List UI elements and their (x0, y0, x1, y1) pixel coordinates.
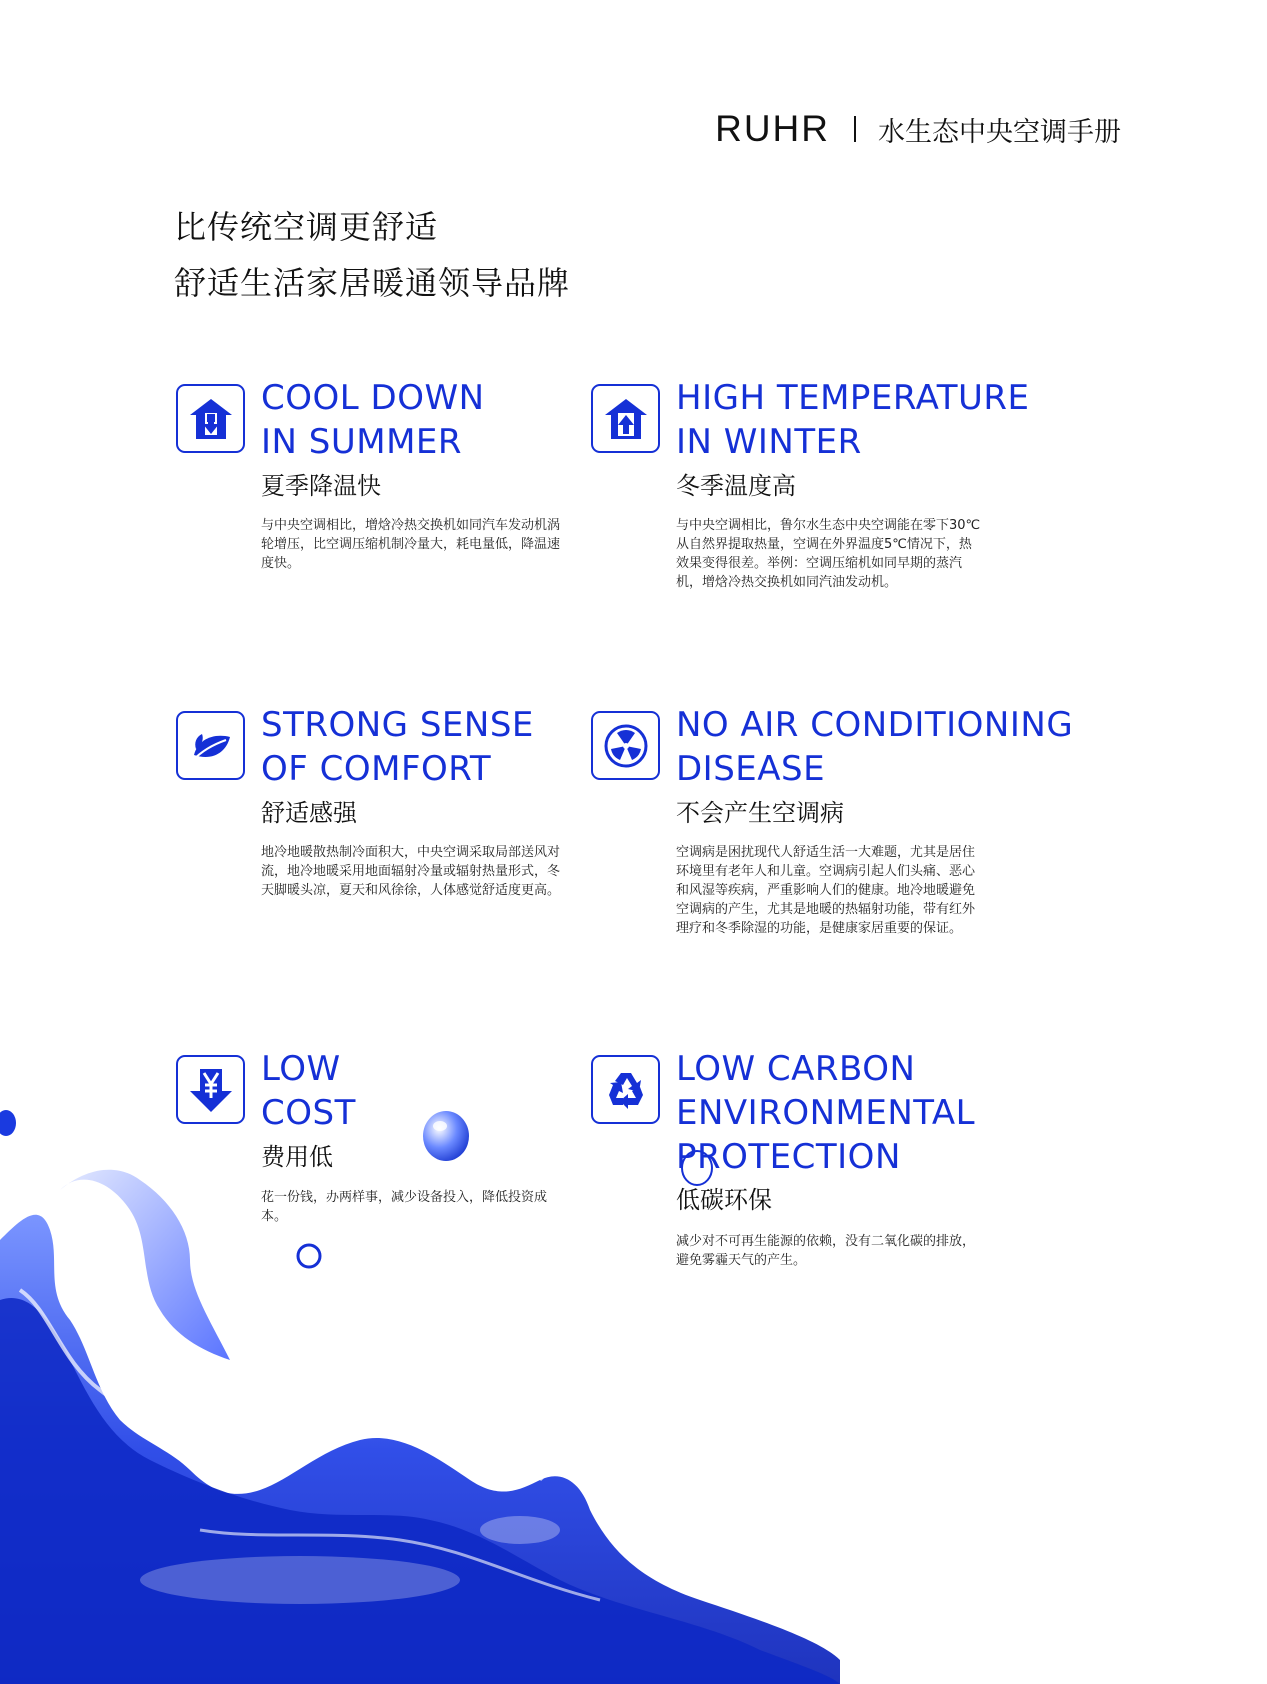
feature-title (676, 703, 1073, 791)
feature-subtitle: 费用低 (261, 1143, 333, 1171)
feature-title-line: LOW CARBON (676, 1049, 916, 1089)
headline-line-1: 比传统空调更舒适 (174, 208, 439, 246)
leaf-icon (176, 711, 245, 780)
house-up-arrow-icon (591, 384, 660, 453)
feature-title-line: OF COMFORT (261, 749, 492, 789)
headline-line-2: 舒适生活家居暖通领导品牌 (174, 264, 571, 302)
feature-title-line: PROTECTION (676, 1137, 901, 1177)
brand-name: RUHR (715, 108, 830, 149)
feature-subtitle: 舒适感强 (261, 799, 357, 827)
feature-subtitle: 夏季降温快 (261, 472, 381, 500)
page-header (715, 108, 1121, 150)
feature-description: 地冷地暖散热制冷面积大，中央空调采取局部送风对流，地冷地暖采用地面辐射冷量或辐射热量形式，冬天脚暖头凉，夏天和风徐徐，人体感觉舒适度更高。 (261, 845, 561, 898)
feature-title-line: DISEASE (676, 749, 826, 789)
feature-title-line: STRONG SENSE (261, 705, 534, 745)
feature-description: 空调病是困扰现代人舒适生活一大难题，尤其是居住环境里有老年人和儿童。空调病引起人们头痛、恶心和风湿等疾病，严重影响人们的健康。地冷地暖避免空调病的产生，尤其是地暖的热辐射功能，带有红外理疗和冬季除湿的功能，是健康家居重要的保证。 (676, 845, 976, 936)
feature-title-line: ENVIRONMENTAL (676, 1093, 976, 1133)
feature-title-line: IN SUMMER (261, 422, 463, 462)
feature-title-line: IN WINTER (676, 422, 862, 462)
feature-description: 与中央空调相比，增焓冷热交换机如同汽车发动机涡轮增压，比空调压缩机制冷量大，耗电量低，降温速度快。 (261, 518, 561, 571)
feature-title-line: HIGH TEMPERATURE (676, 378, 1030, 418)
feature-title-line: COST (261, 1093, 356, 1133)
feature-title-line: COOL DOWN (261, 378, 485, 418)
feature-description: 花一份钱，办两样事，减少设备投入，降低投资成本。 (261, 1190, 548, 1224)
water-splash-illustration (0, 1060, 840, 1684)
feature-subtitle: 低碳环保 (676, 1186, 772, 1214)
feature-subtitle: 冬季温度高 (676, 472, 796, 500)
fan-icon (591, 711, 660, 780)
feature-title (676, 376, 1030, 464)
feature-title-line: NO AIR CONDITIONING (676, 705, 1074, 745)
feature-title-line: LOW (261, 1049, 341, 1089)
feature-description: 与中央空调相比，鲁尔水生态中央空调能在零下30℃从自然界提取热量，空调在外界温度5℃情况下，热效果变得很差。举例：空调压缩机如同早期的蒸汽机，增焓冷热交换机如同汽油发动机。 (676, 518, 981, 590)
house-down-arrow-icon (176, 384, 245, 453)
feature-description: 减少对不可再生能源的依赖，没有二氧化碳的排放，避免雾霾天气的产生。 (676, 1234, 976, 1268)
feature-subtitle: 不会产生空调病 (676, 799, 844, 827)
feature-title (261, 703, 534, 791)
manual-title: 水生态中央空调手册 (878, 116, 1121, 148)
feature-title (261, 376, 485, 464)
header-divider (854, 116, 856, 142)
